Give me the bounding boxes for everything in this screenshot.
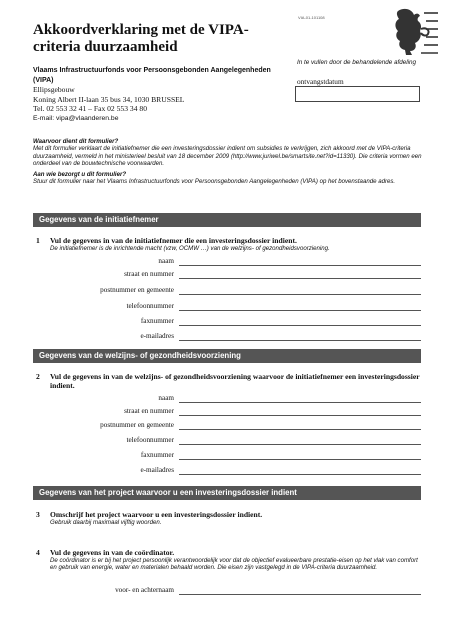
field-row-initiator-fax — [33, 316, 421, 327]
field-row-initiator-email — [33, 331, 421, 342]
facility-phone-field[interactable] — [179, 444, 421, 445]
section-header-facility: Gegevens van de welzijns- of gezondheidsvoorziening — [33, 349, 421, 363]
section-header-initiator: Gegevens van de initiatiefnemer — [33, 213, 421, 227]
question-number-3: 3 — [36, 510, 40, 519]
field-row-facility-name — [33, 393, 421, 404]
field-label: faxnummer — [140, 451, 174, 459]
field-label: e-mailadres — [140, 332, 174, 340]
intro-question-recipient: Aan wie bezorgt u dit formulier? — [33, 170, 127, 178]
field-label: e-mailadres — [140, 466, 174, 474]
organisation-phone: Tel. 02 553 32 41 – Fax 02 553 34 80 — [33, 104, 148, 114]
field-label: postnummer en gemeente — [100, 421, 174, 429]
question-text-4: Vul de gegevens in van de coördinator. — [50, 548, 175, 557]
intro-block — [33, 138, 423, 185]
field-row-initiator-postcode — [33, 285, 421, 296]
field-label: naam — [158, 257, 174, 265]
field-row-facility-postcode — [33, 420, 421, 431]
field-label: telefoonnummer — [126, 302, 174, 310]
field-row-facility-phone — [33, 435, 421, 446]
field-label: postnummer en gemeente — [100, 286, 174, 294]
field-label: voor- en achternaam — [115, 586, 174, 594]
intro-answer-purpose: Met dit formulier verklaart de initiatiefnemer die een investeringsdossier indient om subsidies te verkrijgen, zich akkoord met de VIPA-criteria duurzaamheid, vermeld in het ministerieel besluit van 18 december 2009 (http://www.juriwel.be/smartsite.net?id=11330). Die criteria vormen een onderdeel van de bouwtechnische voorwaarden. — [33, 145, 422, 168]
question-text-2: Vul de gegevens in van de welzijns- of gezondheidsvoorziening waarvoor de initiatiefnemer een investeringsdossier indient. — [50, 372, 420, 390]
facility-postcode-field[interactable] — [179, 429, 421, 430]
field-label: straat en nummer — [124, 270, 174, 278]
question-number-1: 1 — [36, 236, 40, 245]
initiator-postcode-field[interactable] — [179, 294, 421, 295]
facility-fax-field[interactable] — [179, 459, 421, 460]
intro-question-purpose: Waarvoor dient dit formulier? — [33, 138, 119, 145]
field-row-facility-email — [33, 465, 421, 476]
facility-street-field[interactable] — [179, 415, 421, 416]
organisation-block — [33, 66, 283, 124]
field-row-facility-fax — [33, 450, 421, 461]
form-code: VIA-01-101108 — [298, 15, 325, 20]
question-hint-3: Gebruik daarbij maximaal vijftig woorden. — [50, 519, 162, 526]
facility-email-field[interactable] — [179, 474, 421, 475]
organisation-address: Koning Albert II-laan 35 bus 34, 1030 BRUSSEL — [33, 94, 185, 104]
flemish-lion-logo — [388, 5, 440, 61]
field-row-facility-street — [33, 406, 421, 417]
form-title: Akkoordverklaring met de VIPA-criteria duurzaamheid — [33, 22, 249, 55]
field-row-coordinator-name — [33, 585, 421, 596]
question-hint-1: De initiatiefnemer is de inrichtende macht (vzw, OCMW …) van de welzijns- of gezondheidsvoorziening. — [50, 245, 330, 252]
question-number-2: 2 — [36, 372, 40, 381]
receipt-date-field[interactable] — [295, 86, 420, 102]
intro-answer-recipient: Stuur dit formulier naar het Vlaams Infrastructuurfonds voor Persoonsgebonden Aangelegenheden (VIPA) op het bovenstaande adres. — [33, 178, 396, 186]
field-label: faxnummer — [140, 317, 174, 325]
question-hint-4: De coördinator is er bij het project persoonlijk verantwoordelijk voor dat de objectief evalueerbare prestatie-eisen op het vlak van comfort en gebruik van energie, water en materialen behaald worden. Die eisen zijn vastgelegd in de VIPA-criteria duurzaamheid. — [50, 557, 418, 572]
question-text-1: Vul de gegevens in van de initiatiefnemer die een investeringsdossier indient. — [50, 236, 297, 245]
organisation-building: Ellipsgebouw — [33, 85, 75, 95]
initiator-phone-field[interactable] — [179, 310, 421, 311]
facility-name-field[interactable] — [179, 402, 421, 403]
initiator-email-field[interactable] — [179, 340, 421, 341]
field-label: naam — [158, 394, 174, 402]
section-header-project: Gegevens van het project waarvoor u een investeringsdossier indient — [33, 486, 421, 500]
organisation-name: Vlaams Infrastructuurfonds voor Persoonsgebonden Aangelegenheden (VIPA) — [33, 67, 271, 84]
organisation-email: E-mail: vipa@vlaanderen.be — [33, 114, 119, 122]
question-number-4: 4 — [36, 548, 40, 557]
initiator-fax-field[interactable] — [179, 325, 421, 326]
coordinator-name-field[interactable] — [179, 594, 421, 595]
field-label: telefoonnummer — [126, 436, 174, 444]
initiator-street-field[interactable] — [179, 278, 421, 279]
field-label: straat en nummer — [124, 407, 174, 415]
question-text-3: Omschrijf het project waarvoor u een investeringsdossier indient. — [50, 510, 263, 519]
field-row-initiator-name — [33, 256, 421, 267]
office-use-note: In te vullen door de behandelende afdeling — [297, 59, 417, 66]
receipt-date-label: ontvangstdatum — [297, 77, 344, 86]
field-row-initiator-street — [33, 269, 421, 280]
field-row-initiator-phone — [33, 301, 421, 312]
initiator-name-field[interactable] — [179, 265, 421, 266]
